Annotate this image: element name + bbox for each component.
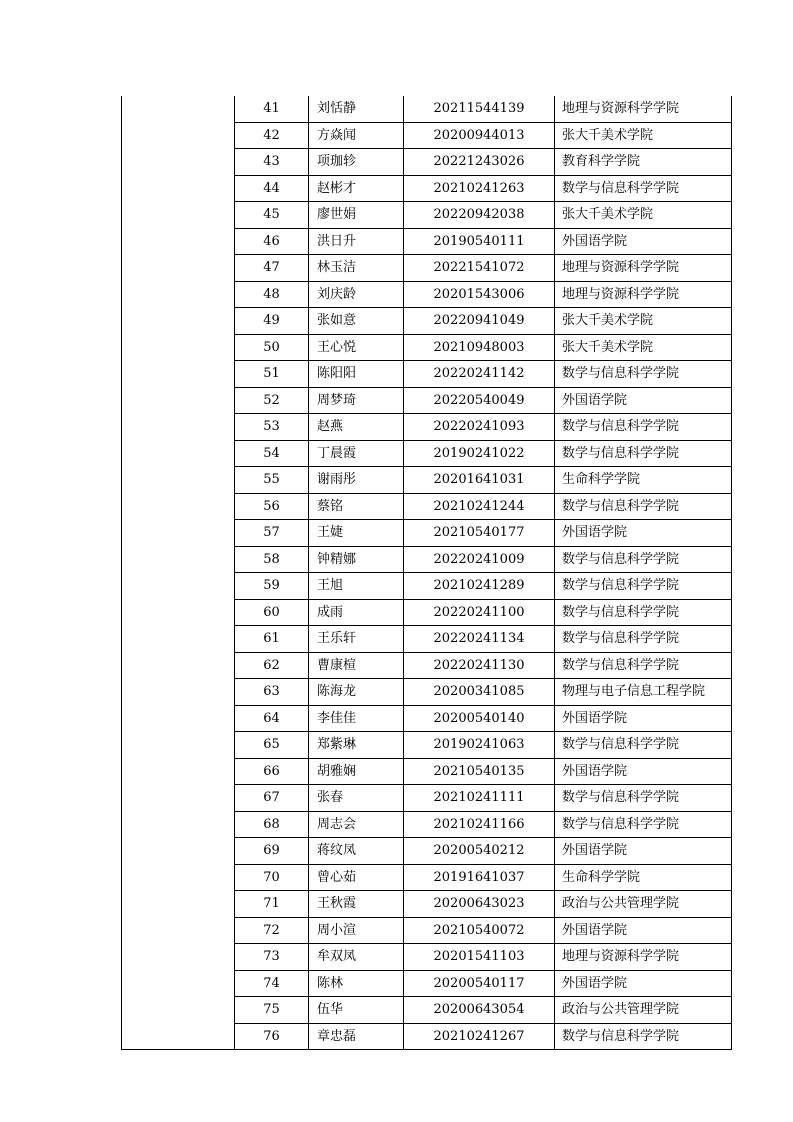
row-number-cell: 50 (235, 334, 309, 361)
row-number-cell: 69 (235, 838, 309, 865)
student-name-cell: 胡雅娴 (309, 758, 404, 785)
student-name-cell: 陈海龙 (309, 679, 404, 706)
row-number-cell: 53 (235, 414, 309, 441)
college-cell: 数学与信息科学学院 (555, 1023, 732, 1050)
row-number-cell: 41 (235, 96, 309, 122)
college-cell: 外国语学院 (555, 228, 732, 255)
student-name-cell: 王乐轩 (309, 626, 404, 653)
student-name-cell: 蒋纹凤 (309, 838, 404, 865)
row-number-cell: 44 (235, 175, 309, 202)
college-cell: 外国语学院 (555, 520, 732, 547)
student-name-cell: 方焱闻 (309, 122, 404, 149)
row-number-cell: 52 (235, 387, 309, 414)
student-id-cell: 20210540135 (404, 758, 555, 785)
student-name-cell: 赵燕 (309, 414, 404, 441)
student-name-cell: 曹康楦 (309, 652, 404, 679)
student-name-cell: 张如意 (309, 308, 404, 335)
college-cell: 生命科学学院 (555, 864, 732, 891)
student-id-cell: 20210540177 (404, 520, 555, 547)
college-cell: 政治与公共管理学院 (555, 997, 732, 1024)
student-name-cell: 谢雨彤 (309, 467, 404, 494)
student-id-cell: 20190540111 (404, 228, 555, 255)
student-id-cell: 20201641031 (404, 467, 555, 494)
student-id-cell: 20191641037 (404, 864, 555, 891)
student-id-cell: 20220540049 (404, 387, 555, 414)
student-id-cell: 20201541103 (404, 944, 555, 971)
student-name-cell: 刘庆龄 (309, 281, 404, 308)
row-number-cell: 71 (235, 891, 309, 918)
college-cell: 地理与资源科学学院 (555, 96, 732, 122)
college-cell: 数学与信息科学学院 (555, 361, 732, 388)
college-cell: 数学与信息科学学院 (555, 414, 732, 441)
row-number-cell: 60 (235, 599, 309, 626)
college-cell: 生命科学学院 (555, 467, 732, 494)
student-id-cell: 20210241289 (404, 573, 555, 600)
row-number-cell: 73 (235, 944, 309, 971)
college-cell: 外国语学院 (555, 387, 732, 414)
student-name-cell: 周小渲 (309, 917, 404, 944)
college-cell: 数学与信息科学学院 (555, 599, 732, 626)
row-number-cell: 66 (235, 758, 309, 785)
student-id-cell: 20190241063 (404, 732, 555, 759)
student-id-cell: 20200540140 (404, 705, 555, 732)
student-id-cell: 20220241134 (404, 626, 555, 653)
college-cell: 地理与资源科学学院 (555, 281, 732, 308)
college-cell: 数学与信息科学学院 (555, 493, 732, 520)
college-cell: 数学与信息科学学院 (555, 626, 732, 653)
college-cell: 外国语学院 (555, 970, 732, 997)
table-row (122, 96, 732, 122)
row-number-cell: 76 (235, 1023, 309, 1050)
college-cell: 政治与公共管理学院 (555, 891, 732, 918)
college-cell: 数学与信息科学学院 (555, 732, 732, 759)
row-number-cell: 48 (235, 281, 309, 308)
row-number-cell: 61 (235, 626, 309, 653)
student-name-cell: 陈阳阳 (309, 361, 404, 388)
row-number-cell: 43 (235, 149, 309, 176)
college-cell: 张大千美术学院 (555, 334, 732, 361)
student-id-cell: 20200944013 (404, 122, 555, 149)
row-number-cell: 75 (235, 997, 309, 1024)
student-name-cell: 丁晨霞 (309, 440, 404, 467)
student-name-cell: 王婕 (309, 520, 404, 547)
student-id-cell: 20210241111 (404, 785, 555, 812)
student-name-cell: 陈林 (309, 970, 404, 997)
row-number-cell: 74 (235, 970, 309, 997)
student-id-cell: 20210241267 (404, 1023, 555, 1050)
student-id-cell: 20190241022 (404, 440, 555, 467)
college-cell: 数学与信息科学学院 (555, 440, 732, 467)
row-number-cell: 51 (235, 361, 309, 388)
college-cell: 数学与信息科学学院 (555, 175, 732, 202)
student-name-cell: 李佳佳 (309, 705, 404, 732)
student-name-cell: 赵彬才 (309, 175, 404, 202)
student-id-cell: 20220241093 (404, 414, 555, 441)
student-id-cell: 20200540212 (404, 838, 555, 865)
row-number-cell: 68 (235, 811, 309, 838)
student-name-cell: 钟精娜 (309, 546, 404, 573)
student-id-cell: 20221243026 (404, 149, 555, 176)
student-id-cell: 20210948003 (404, 334, 555, 361)
student-name-cell: 林玉洁 (309, 255, 404, 282)
row-number-cell: 72 (235, 917, 309, 944)
student-name-cell: 蔡铭 (309, 493, 404, 520)
row-number-cell: 54 (235, 440, 309, 467)
student-name-cell: 王旭 (309, 573, 404, 600)
student-name-cell: 王秋霞 (309, 891, 404, 918)
student-id-cell: 20210540072 (404, 917, 555, 944)
college-cell: 张大千美术学院 (555, 122, 732, 149)
row-number-cell: 70 (235, 864, 309, 891)
college-cell: 张大千美术学院 (555, 202, 732, 229)
row-number-cell: 49 (235, 308, 309, 335)
student-id-cell: 20220241130 (404, 652, 555, 679)
student-name-cell: 郑紫琳 (309, 732, 404, 759)
student-id-cell: 20220241009 (404, 546, 555, 573)
student-id-cell: 20220241100 (404, 599, 555, 626)
row-number-cell: 56 (235, 493, 309, 520)
college-cell: 数学与信息科学学院 (555, 785, 732, 812)
student-id-cell: 20210241263 (404, 175, 555, 202)
roster-table-body (122, 96, 732, 1050)
row-number-cell: 46 (235, 228, 309, 255)
row-number-cell: 65 (235, 732, 309, 759)
student-name-cell: 刘恬静 (309, 96, 404, 122)
student-id-cell: 20200341085 (404, 679, 555, 706)
student-id-cell: 20221541072 (404, 255, 555, 282)
student-id-cell: 20210241244 (404, 493, 555, 520)
college-cell: 外国语学院 (555, 758, 732, 785)
college-cell: 外国语学院 (555, 917, 732, 944)
student-id-cell: 20200643023 (404, 891, 555, 918)
college-cell: 数学与信息科学学院 (555, 573, 732, 600)
student-name-cell: 周志会 (309, 811, 404, 838)
student-id-cell: 20220941049 (404, 308, 555, 335)
row-number-cell: 45 (235, 202, 309, 229)
college-cell: 数学与信息科学学院 (555, 811, 732, 838)
row-number-cell: 67 (235, 785, 309, 812)
college-cell: 数学与信息科学学院 (555, 652, 732, 679)
row-number-cell: 63 (235, 679, 309, 706)
college-cell: 地理与资源科学学院 (555, 255, 732, 282)
student-id-cell: 20201543006 (404, 281, 555, 308)
student-id-cell: 20200643054 (404, 997, 555, 1024)
roster-table (121, 96, 732, 1050)
row-number-cell: 55 (235, 467, 309, 494)
student-name-cell: 成雨 (309, 599, 404, 626)
student-name-cell: 廖世娟 (309, 202, 404, 229)
row-number-cell: 47 (235, 255, 309, 282)
student-name-cell: 项珈轸 (309, 149, 404, 176)
row-number-cell: 64 (235, 705, 309, 732)
category-cell (122, 96, 235, 1050)
student-name-cell: 洪日升 (309, 228, 404, 255)
student-id-cell: 20220942038 (404, 202, 555, 229)
row-number-cell: 59 (235, 573, 309, 600)
student-name-cell: 曾心茹 (309, 864, 404, 891)
student-name-cell: 王心悦 (309, 334, 404, 361)
student-id-cell: 20210241166 (404, 811, 555, 838)
college-cell: 地理与资源科学学院 (555, 944, 732, 971)
student-name-cell: 牟双凤 (309, 944, 404, 971)
college-cell: 物理与电子信息工程学院 (555, 679, 732, 706)
row-number-cell: 42 (235, 122, 309, 149)
college-cell: 张大千美术学院 (555, 308, 732, 335)
student-id-cell: 20211544139 (404, 96, 555, 122)
college-cell: 外国语学院 (555, 838, 732, 865)
student-name-cell: 章忠磊 (309, 1023, 404, 1050)
row-number-cell: 58 (235, 546, 309, 573)
student-id-cell: 20200540117 (404, 970, 555, 997)
college-cell: 数学与信息科学学院 (555, 546, 732, 573)
row-number-cell: 62 (235, 652, 309, 679)
row-number-cell: 57 (235, 520, 309, 547)
student-id-cell: 20220241142 (404, 361, 555, 388)
student-name-cell: 伍华 (309, 997, 404, 1024)
college-cell: 教育科学学院 (555, 149, 732, 176)
student-name-cell: 周梦琦 (309, 387, 404, 414)
student-name-cell: 张春 (309, 785, 404, 812)
college-cell: 外国语学院 (555, 705, 732, 732)
